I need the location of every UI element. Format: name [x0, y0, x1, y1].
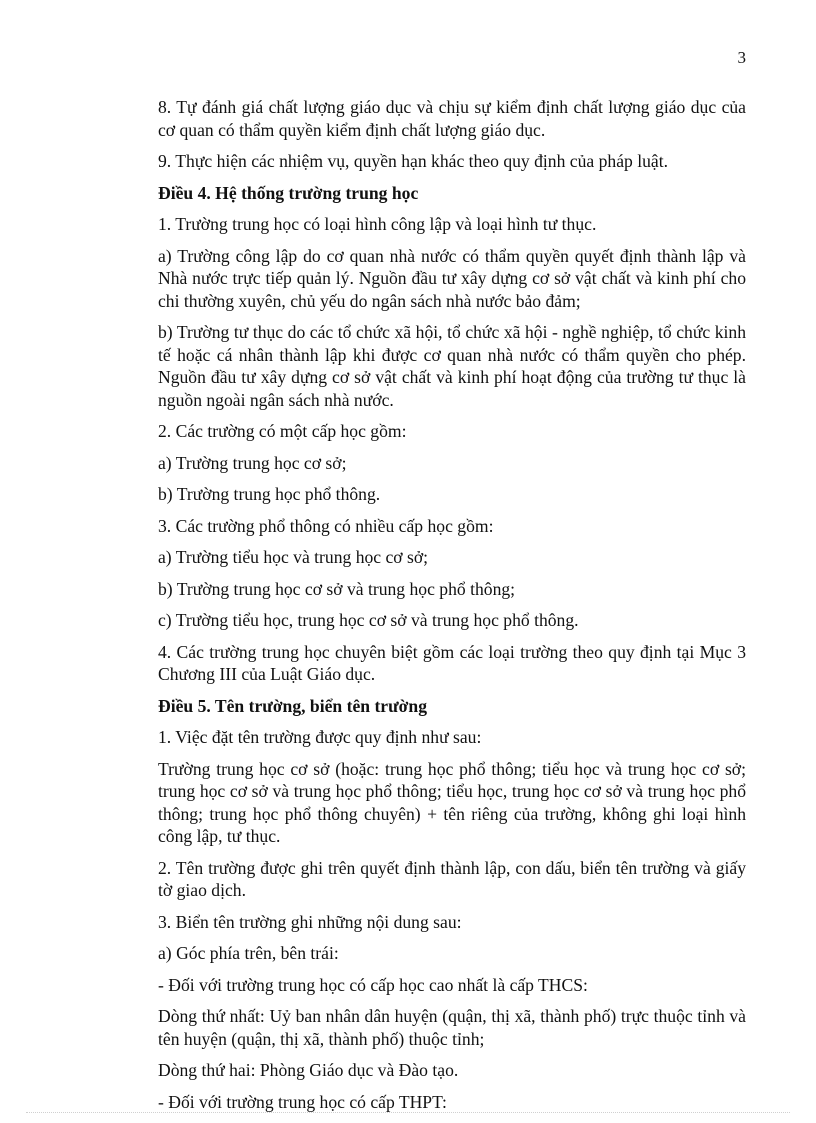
paragraph-line-two: Dòng thứ hai: Phòng Giáo dục và Đào tạo. — [158, 1060, 459, 1080]
page-number: 3 — [737, 48, 746, 67]
paragraph-naming-format: Trường trung học cơ sở (hoặc: trung học phổ thông; tiểu học và trung học cơ sở; trung học cơ sở và trung học phổ thông; tiểu học, trung học cơ sở và trung học phổ thông; trung học phổ thông chuyên) + tên riêng của trường, không ghi loại hình công lập, tư thục. — [158, 758, 746, 846]
document-body — [158, 96, 746, 1122]
paragraph-sign-content: 3. Biển tên trường ghi những nội dung sau: — [158, 911, 462, 932]
paragraph-all-levels: c) Trường tiểu học, trung học cơ sở và trung học phổ thông. — [158, 610, 579, 630]
paragraph-top-left: a) Góc phía trên, bên trái: — [158, 943, 339, 963]
paragraph-thcs-case: - Đối với trường trung học có cấp học cao nhất là cấp THCS: — [158, 974, 588, 995]
paragraph-public-school: a) Trường công lập do cơ quan nhà nước có thẩm quyền quyết định thành lập và Nhà nước trực tiếp quản lý. Nguồn đầu tư xây dựng cơ sở vật chất và kinh phí cho chi thường xuyên, chủ yếu do ngân sách nhà nước bảo đảm; — [158, 245, 746, 311]
paragraph-thpt-case: - Đối với trường trung học có cấp THPT: — [158, 1091, 447, 1112]
paragraph-multi-level: 3. Các trường phổ thông có nhiều cấp học gồm: — [158, 515, 494, 536]
paragraph-name-usage: 2. Tên trường được ghi trên quyết định thành lập, con dấu, biển tên trường và giấy tờ giao dịch. — [158, 857, 746, 900]
paragraph-school-types: 1. Trường trung học có loại hình công lập và loại hình tư thục. — [158, 214, 597, 234]
paragraph-upper-secondary: b) Trường trung học phổ thông. — [158, 484, 381, 504]
paragraph-private-school: b) Trường tư thục do các tổ chức xã hội, tổ chức xã hội - nghề nghiệp, tổ chức kinh tế hoặc cá nhân thành lập khi được cơ quan nhà nước có thẩm quyền cho phép. Nguồn đầu tư xây dựng cơ sở vật chất và kinh phí hoạt động của trường tư thục là nguồn ngoài ngân sách nhà nước. — [158, 322, 746, 410]
article-4-heading: Điều 4. Hệ thống trường trung học — [158, 182, 419, 203]
paragraph-item-8: 8. Tự đánh giá chất lượng giáo dục và chịu sự kiểm định chất lượng giáo dục của cơ quan có thẩm quyền kiểm định chất lượng giáo dục. — [158, 97, 746, 140]
article-5-heading: Điều 5. Tên trường, biển tên trường — [158, 695, 428, 716]
paragraph-line-one: Dòng thứ nhất: Uỷ ban nhân dân huyện (quận, thị xã, thành phố) trực thuộc tỉnh và tên huyện (quận, thị xã, thành phố) thuộc tỉnh; — [158, 1006, 746, 1049]
paragraph-lower-secondary: a) Trường trung học cơ sở; — [158, 452, 347, 473]
paragraph-item-9: 9. Thực hiện các nhiệm vụ, quyền hạn khác theo quy định của pháp luật. — [158, 151, 668, 171]
paragraph-single-level: 2. Các trường có một cấp học gồm: — [158, 421, 407, 441]
paragraph-primary-lower: a) Trường tiểu học và trung học cơ sở; — [158, 547, 429, 567]
paragraph-lower-upper: b) Trường trung học cơ sở và trung học phổ thông; — [158, 578, 516, 599]
paragraph-naming: 1. Việc đặt tên trường được quy định như sau: — [158, 727, 482, 747]
paragraph-specialized: 4. Các trường trung học chuyên biệt gồm các loại trường theo quy định tại Mục 3 Chương III của Luật Giáo dục. — [158, 641, 746, 684]
page-bottom-rule — [26, 1112, 790, 1113]
